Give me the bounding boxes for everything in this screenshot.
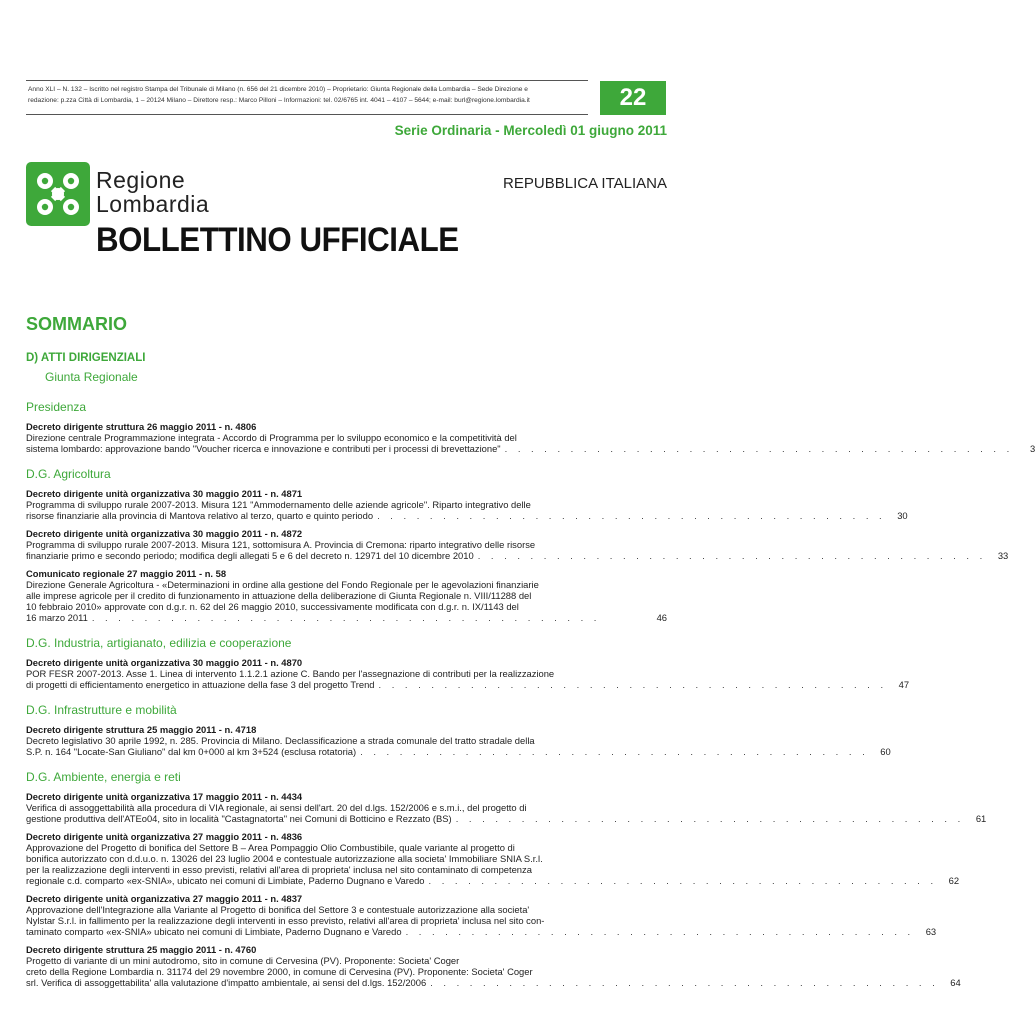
toc-section — [26, 703, 891, 757]
toc-entry[interactable] — [26, 421, 1035, 454]
entry-title: Decreto dirigente unità organizzativa 27 maggio 2011 - n. 4836 — [26, 831, 303, 842]
description-line: 10 febbraio 2010» approvate con d.g.r. n. 62 del 26 maggio 2010, successivamente modificata con d.g.r. n. IX/1143 del — [26, 601, 519, 612]
description-line: POR FESR 2007-2013. Asse 1. Linea di intervento 1.1.2.1 azione C. Bando per l'assegnazione di contributi per la realizzazione — [26, 668, 555, 679]
leader-dots: . . . . . . . . . . . . . . . . . . . . . . . . . . . . . . . . . . . . . . . — [360, 746, 869, 757]
description-line: S.P. n. 164 "Locate-San Giuliano" dal km 0+000 al km 3+524 (esclusa rotatoria) — [26, 746, 357, 757]
leader-dots: . . . . . . . . . . . . . . . . . . . . . . . . . . . . . . . . . . . . . . . — [504, 443, 1014, 454]
table-of-contents — [26, 400, 1035, 995]
entry-description — [26, 904, 937, 937]
description-line: bonifica autorizzato con d.d.u.o. n. 13026 del 23 luglio 2004 e contestuale autorizzazione alla societa' Immobiliare SNIA S.r.l. — [26, 853, 543, 864]
toc-entry[interactable] — [26, 488, 908, 521]
entry-title: Decreto dirigente unità organizzativa 17 maggio 2011 - n. 4434 — [26, 791, 303, 802]
entry-description — [26, 668, 910, 690]
toc-section — [26, 400, 1035, 454]
description-line: Programma di sviluppo rurale 2007-2013. Misura 121, sottomisura A. Provincia di Cremona: riparto integrativo delle risorse — [26, 539, 536, 550]
description-line: per la realizzazione degli interventi in esso previsti, relativi all'area di proprieta' inclusa nel sito contaminato di competenza — [26, 864, 532, 875]
description-line: finanziarie primo e secondo periodo; modifica degli allegati 5 e 6 del decreto n. 12971 del 10 dicembre 2010 — [26, 550, 474, 561]
description-last-line — [26, 977, 961, 988]
section-title: D.G. Infrastrutture e mobilità — [26, 703, 177, 717]
description-line: srl. Verifica di assoggettabilita' alla valutazione d'impatto ambientale, ai sensi del d.lgs. 152/2006 — [26, 977, 427, 988]
entry-title: Decreto dirigente struttura 25 maggio 2011 - n. 4760 — [26, 944, 257, 955]
page-reference: 60 — [880, 746, 891, 757]
description-line: Programma di sviluppo rurale 2007-2013. Misura 121 "Ammodernamento delle aziende agricole". Riparto integrativo delle — [26, 499, 531, 510]
entry-title: Decreto dirigente unità organizzativa 30 maggio 2011 - n. 4872 — [26, 528, 303, 539]
leader-dots: . . . . . . . . . . . . . . . . . . . . . . . . . . . . . . . . . . . . . . . — [405, 926, 915, 937]
entry-title: Comunicato regionale 27 maggio 2011 - n. 58 — [26, 568, 227, 579]
toc-entry[interactable] — [26, 724, 891, 757]
section-title: D.G. Ambiente, energia e reti — [26, 770, 181, 784]
description-line: Approvazione del Progetto di bonifica del Settore B – Area Pompaggio Olio Combustibile, quale variante al progetto di — [26, 842, 515, 853]
entry-title: Decreto dirigente unità organizzativa 30 maggio 2011 - n. 4870 — [26, 657, 303, 668]
description-line: Progetto di variante di un mini autodromo, sito in comune di Cervesina (PV). Proponente: Societa' Coger — [26, 955, 460, 966]
leader-dots: . . . . . . . . . . . . . . . . . . . . . . . . . . . . . . . . . . . . . . . — [91, 612, 601, 623]
description-line: risorse finanziarie alla provincia di Mantova relativo al terzo, quarto e quinto periodo — [26, 510, 374, 521]
description-line: di progetti di efficientamento energetico in attuazione della fase 3 del progetto Trend — [26, 679, 375, 690]
leader-dots: . . . . . . . . . . . . . . . . . . . . . . . . . . . . . . . . . . . . . . . — [428, 875, 938, 886]
toc-section — [26, 636, 910, 690]
leader-dots: . . . . . . . . . . . . . . . . . . . . . . . . . . . . . . . . . . . . . . . — [477, 550, 987, 561]
entry-description — [26, 432, 1035, 454]
description-last-line — [26, 679, 910, 690]
section-title: Presidenza — [26, 400, 87, 414]
entry-description — [26, 539, 1009, 561]
entry-description — [26, 802, 987, 824]
description-last-line — [26, 510, 908, 521]
masthead-line-2: redazione: p.zza Città di Lombardia, 1 – 20124 Milano – Direttore resp.: Marco Pilloni – Informazioni: tel. 02/6765 int. 4041 – 4107 – 5644; e-mail: burl@regione.lombardia.it — [28, 97, 530, 104]
description-line: Verifica di assoggettabilità alla procedura di VIA regionale, ai sensi dell'art. 20 del d.lgs. 152/2006 e s.m.i., del progetto di — [26, 802, 527, 813]
masthead-text — [28, 84, 588, 106]
description-line: gestione produttiva dell'ATEo04, sito in località "Castagnatorta" nei Comuni di Botticino e Rezzato (BS) — [26, 813, 452, 824]
entry-title: Decreto dirigente struttura 25 maggio 2011 - n. 4718 — [26, 724, 257, 735]
toc-entry[interactable] — [26, 944, 961, 988]
brand-line-2: Lombardia — [96, 191, 210, 217]
entry-title: Decreto dirigente unità organizzativa 30 maggio 2011 - n. 4871 — [26, 488, 303, 499]
description-line: Nylstar S.r.l. in fallimento per la realizzazione degli interventi in esso previsto, relativi all'area di proprieta' inclusa nel sito con- — [26, 915, 545, 926]
description-line: creto della Regione Lombardia n. 31174 del 29 novembre 2000, in comune di Cervesina (PV). Proponente: Societa' Coger — [26, 966, 533, 977]
entry-description — [26, 842, 960, 886]
sommario-title: SOMMARIO — [26, 314, 127, 334]
description-last-line — [26, 746, 891, 757]
page-reference: 33 — [997, 550, 1009, 561]
masthead-line-1: Anno XLI – N. 132 – Iscritto nel registro Stampa del Tribunale di Milano (n. 656 del 21 dicembre 2010) – Proprietario: Giunta Regionale della Lombardia – Sede Direzione e — [28, 86, 528, 93]
leader-dots: . . . . . . . . . . . . . . . . . . . . . . . . . . . . . . . . . . . . . . . — [430, 977, 939, 988]
toc-section — [26, 467, 1009, 623]
page-reference: 30 — [897, 510, 908, 521]
toc-entry[interactable] — [26, 657, 910, 690]
header-rule-top — [26, 80, 588, 81]
description-last-line — [26, 550, 1009, 561]
entry-description — [26, 579, 667, 623]
description-line: regionale c.d. comparto «ex-SNIA», ubicato nei comuni di Limbiate, Paderno Dugnano e Varedo — [26, 875, 425, 886]
description-last-line — [26, 813, 987, 824]
description-last-line — [26, 875, 960, 886]
part-heading: D) ATTI DIRIGENZIALI — [26, 352, 146, 364]
page-reference: 46 — [656, 612, 667, 623]
entry-title: Decreto dirigente unità organizzativa 27 maggio 2011 - n. 4837 — [26, 893, 303, 904]
description-line: 16 marzo 2011 — [26, 612, 88, 623]
description-last-line — [26, 612, 667, 623]
description-line: Decreto legislativo 30 aprile 1992, n. 285. Provincia di Milano. Declassificazione a strada comunale del tratto stradale della — [26, 735, 535, 746]
page-reference: 3 — [1029, 443, 1035, 454]
description-line: taminato comparto «ex-SNIA» ubicato nei comuni di Limbiate, Paderno Dugnano e Varedo — [26, 926, 402, 937]
toc-entry[interactable] — [26, 893, 937, 937]
entry-title: Decreto dirigente struttura 26 maggio 2011 - n. 4806 — [26, 421, 257, 432]
description-last-line — [26, 443, 1035, 454]
header-rule-bottom — [26, 114, 588, 115]
page-reference: 62 — [948, 875, 960, 886]
page-reference: 63 — [925, 926, 937, 937]
page-reference: 61 — [975, 813, 987, 824]
toc-entry[interactable] — [26, 568, 667, 623]
description-line: Direzione centrale Programmazione integrata - Accordo di Programma per lo sviluppo economico e la competitività del — [26, 432, 517, 443]
lombardia-rose-icon — [26, 162, 90, 226]
leader-dots: . . . . . . . . . . . . . . . . . . . . . . . . . . . . . . . . . . . . . . . — [377, 510, 886, 521]
brand-wordmark — [96, 168, 209, 216]
entry-description — [26, 499, 908, 521]
entry-description — [26, 955, 961, 988]
description-last-line — [26, 926, 937, 937]
description-line: Approvazione dell'Integrazione alla Variante al Progetto di bonifica del Settore 3 e contestuale autorizzazione alla societa' — [26, 904, 530, 915]
section-title: D.G. Agricoltura — [26, 467, 111, 481]
repubblica-label: REPUBBLICA ITALIANA — [503, 175, 667, 192]
leader-dots: . . . . . . . . . . . . . . . . . . . . . . . . . . . . . . . . . . . . . . . — [378, 679, 888, 690]
leader-dots: . . . . . . . . . . . . . . . . . . . . . . . . . . . . . . . . . . . . . . . — [455, 813, 965, 824]
toc-entry[interactable] — [26, 791, 987, 824]
toc-section — [26, 770, 987, 988]
subpart-heading: Giunta Regionale — [45, 370, 138, 384]
description-line: Direzione Generale Agricoltura - «Determinazioni in ordine alla gestione del Fondo Regionale per le agevolazioni finanziarie — [26, 579, 539, 590]
page-reference: 64 — [950, 977, 961, 988]
toc-entry[interactable] — [26, 831, 960, 886]
description-line: alle imprese agricole per il credito di funzionamento in attuazione della deliberazione di Giunta Regionale n. VIII/11288 del — [26, 590, 532, 601]
toc-entry[interactable] — [26, 528, 1009, 561]
page-reference: 47 — [898, 679, 910, 690]
brand-line-1: Regione — [96, 167, 186, 193]
page-number-badge: 22 — [600, 81, 666, 115]
entry-description — [26, 735, 891, 757]
section-title: D.G. Industria, artigianato, edilizia e cooperazione — [26, 636, 292, 650]
description-line: sistema lombardo: approvazione bando "Voucher ricerca e innovazione e contributi per i processi di brevettazione" — [26, 443, 501, 454]
serie-date: Serie Ordinaria - Mercoledì 01 giugno 2011 — [394, 123, 667, 138]
publication-title: BOLLETTINO UFFICIALE — [96, 221, 459, 259]
